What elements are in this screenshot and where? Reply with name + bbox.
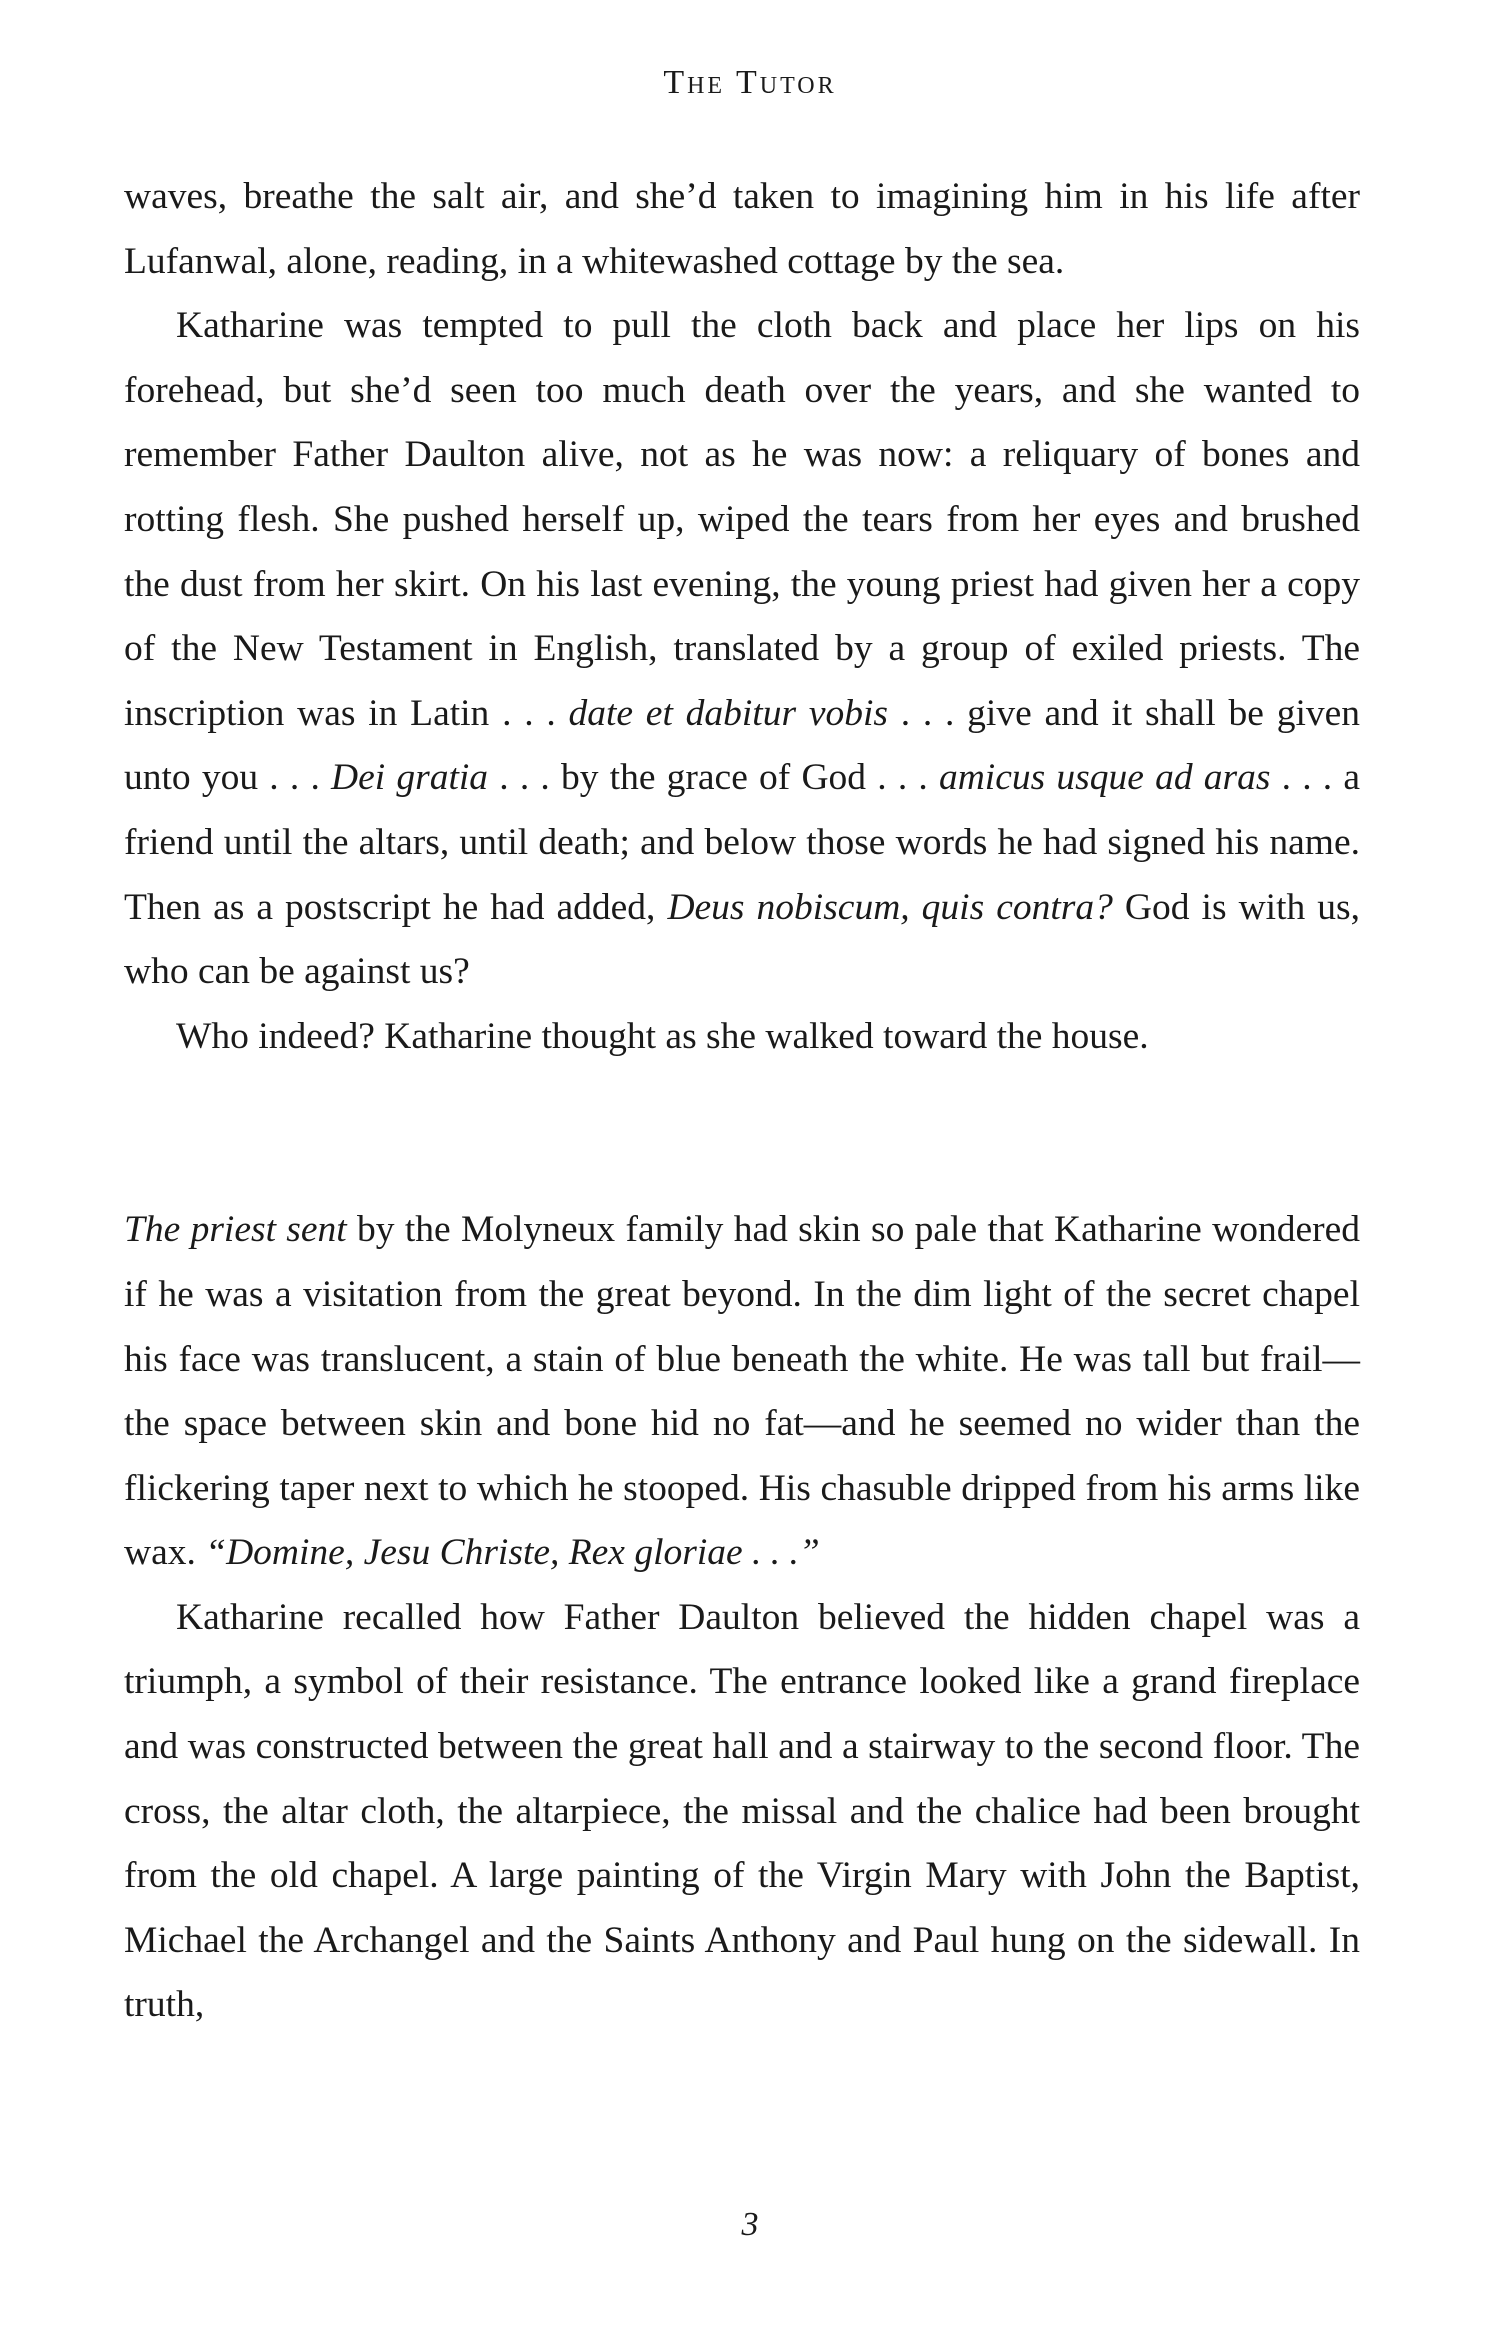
text-run: . . . a friend until the altars, until death; and below those words he had signed his name. Then as a postscript he had added, bbox=[124, 757, 1361, 928]
text-run: . . . give and it shall be given unto you . . . bbox=[124, 692, 1361, 799]
section-start-paragraph bbox=[124, 1198, 1360, 1586]
latin-phrase: “Domine, Jesu Christe, Rex gloriae . . .” bbox=[205, 1532, 820, 1574]
latin-phrase: amicus usque ad aras bbox=[938, 757, 1271, 799]
text-run: Katharine recalled how Father Daulton believed the hidden chapel was a triumph, a symbol of their resistance. The entrance looked like a grand fireplace and was constructed between the great hall and a stairway to the second floor. The cross, the altar cloth, the altarpiece, the missal and the chalice had been brought from the old chapel. A large painting of the Virgin Mary with John the Baptist, Michael the Archangel and the Saints Anthony and Paul hung on the sidewall. In truth, bbox=[124, 1596, 1360, 2026]
paragraph bbox=[124, 1005, 1360, 1070]
text-run: God is with us, who can be against us? bbox=[124, 886, 1360, 993]
text-run: waves, breathe the salt air, and she’d taken to imagining him in his life after Lufanwal, alone, reading, in a whitewashed cottage by the sea. bbox=[124, 176, 1360, 282]
text-run: . . . by the grace of God . . . bbox=[499, 757, 928, 799]
text-run: by the Molyneux family had skin so pale that Katharine wondered if he was a visitation from the great beyond. In the dim light of the secret chapel his face was translucent, a stain of blue beneath the white. He was tall but frail—the space between skin and bone hid no fat—and he seemed no wider than the flickering taper next to which he stooped. His chasuble dripped from his arms like wax. bbox=[124, 1209, 1360, 1574]
latin-phrase: Dei gratia bbox=[331, 757, 489, 799]
paragraph bbox=[124, 294, 1360, 1005]
body-text bbox=[124, 165, 1360, 2038]
text-run: Who indeed? Katharine thought as she walked toward the house. bbox=[176, 1015, 1149, 1057]
paragraph bbox=[124, 1586, 1360, 2038]
latin-phrase: Deus nobiscum, quis contra? bbox=[667, 886, 1113, 928]
section-lead-in: The priest sent bbox=[124, 1209, 347, 1251]
running-head: The Tutor bbox=[663, 64, 837, 101]
text-run: Katharine was tempted to pull the cloth back and place her lips on his forehead, but she’d seen too much death over the years, and she wanted to remember Father Daulton alive, not as he was now: a reliquary of bones and rotting flesh. She pushed herself up, wiped the tears from her eyes and brushed the dust from her skirt. On his last evening, the young priest had given her a copy of the New Testament in English, translated by a group of exiled priests. The inscription was in Latin . . . bbox=[124, 305, 1360, 734]
page-number: 3 bbox=[741, 2206, 759, 2243]
latin-phrase: date et dabitur vobis bbox=[568, 692, 888, 734]
paragraph-continued bbox=[124, 165, 1360, 294]
